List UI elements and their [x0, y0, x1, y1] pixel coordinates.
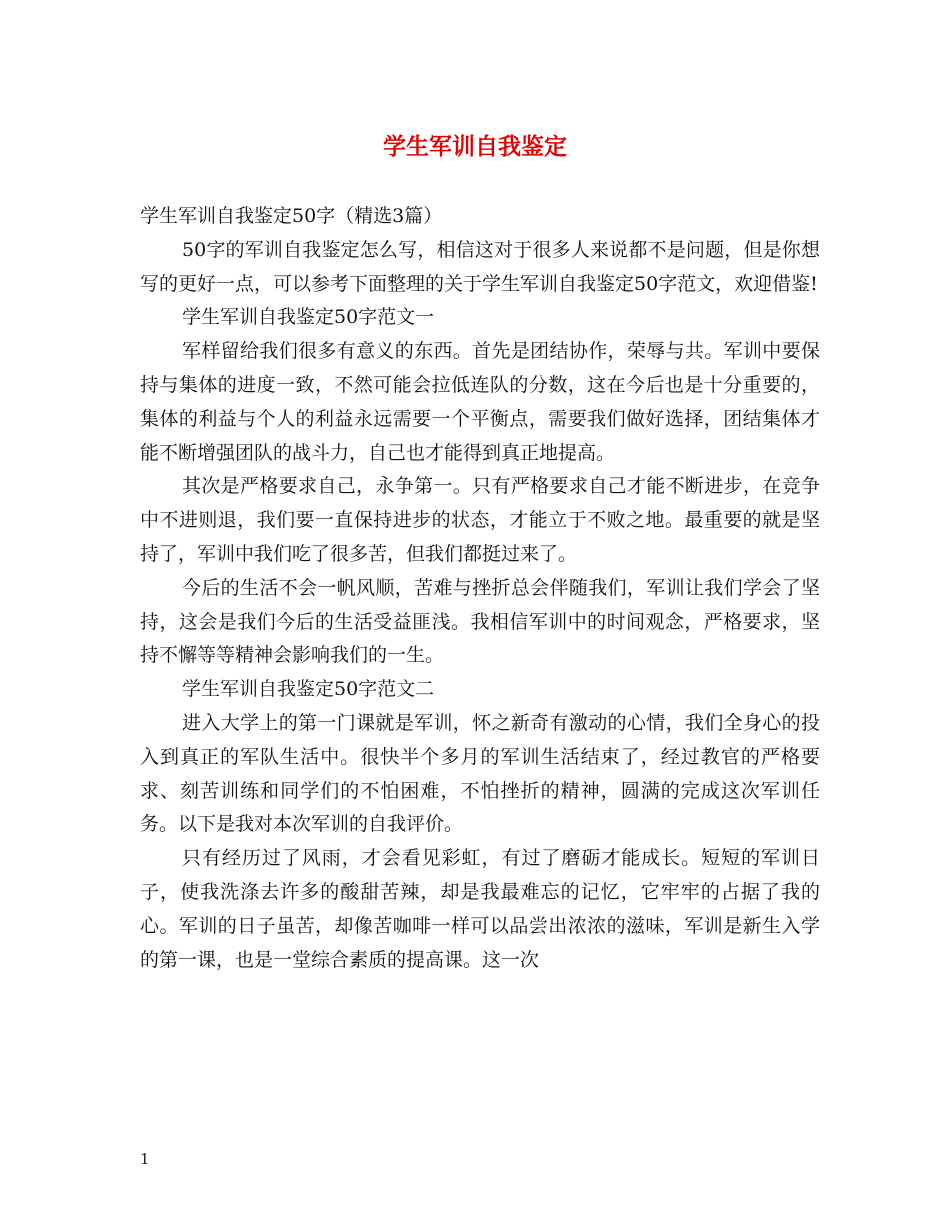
- body-paragraph: 军样留给我们很多有意义的东西。首先是团结协作，荣辱与共。军训中要保持与集体的进度一致，不然可能会拉低连队的分数，这在今后也是十分重要的，集体的利益与个人的利益永远需要一个平衡点，需要我们做好选择，团结集体才能不断增强团队的战斗力，自己也才能得到真正地提高。: [140, 340, 820, 464]
- page-number: 1: [140, 1150, 150, 1168]
- body-paragraph: 进入大学上的第一门课就是军训，怀之新奇有激动的心情，我们全身心的投入到真正的军队生活中。很快半个多月的军训生活结束了，经过教官的严格要求、刻苦训练和同学们的不怕困难，不怕挫折的精神，圆满的完成这次军训任务。以下是我对本次军训的自我评价。: [140, 711, 820, 836]
- summary-line: 学生军训自我鉴定50字（精选3篇）: [140, 205, 443, 227]
- document-body: [140, 200, 820, 977]
- body-paragraph: 今后的生活不会一帆风顺，苦难与挫折总会伴随我们，军训让我们学会了坚持，这会是我们今后的生活受益匪浅。我相信军训中的时间观念，严格要求，坚持不懈等等精神会影响我们的一生。: [140, 576, 820, 667]
- intro-paragraph: 50字的军训自我鉴定怎么写，相信这对于很多人来说都不是问题，但是你想写的更好一点，可以参考下面整理的关于学生军训自我鉴定50字范文，欢迎借鉴!: [140, 238, 820, 295]
- page-title: 学生军训自我鉴定: [383, 133, 567, 160]
- section-heading-sample-two: 学生军训自我鉴定50字范文二: [182, 678, 435, 701]
- body-paragraph: 只有经历过了风雨，才会看见彩虹，有过了磨砺才能成长。短短的军训日子，使我洗涤去许多的酸甜苦辣，却是我最难忘的记忆，它牢牢的占据了我的心。军训的日子虽苦，却像苦咖啡一样可以品尝出浓浓的滋味，军训是新生入学的第一课，也是一堂综合素质的提高课。这一次: [140, 847, 820, 971]
- section-heading-sample-one: 学生军训自我鉴定50字范文一: [182, 306, 435, 329]
- body-paragraph: 其次是严格要求自己，永争第一。只有严格要求自己才能不断进步，在竞争中不进则退，我们要一直保持进步的状态，才能立于不败之地。最重要的就是坚持了，军训中我们吃了很多苦，但我们都挺过来了。: [140, 475, 820, 565]
